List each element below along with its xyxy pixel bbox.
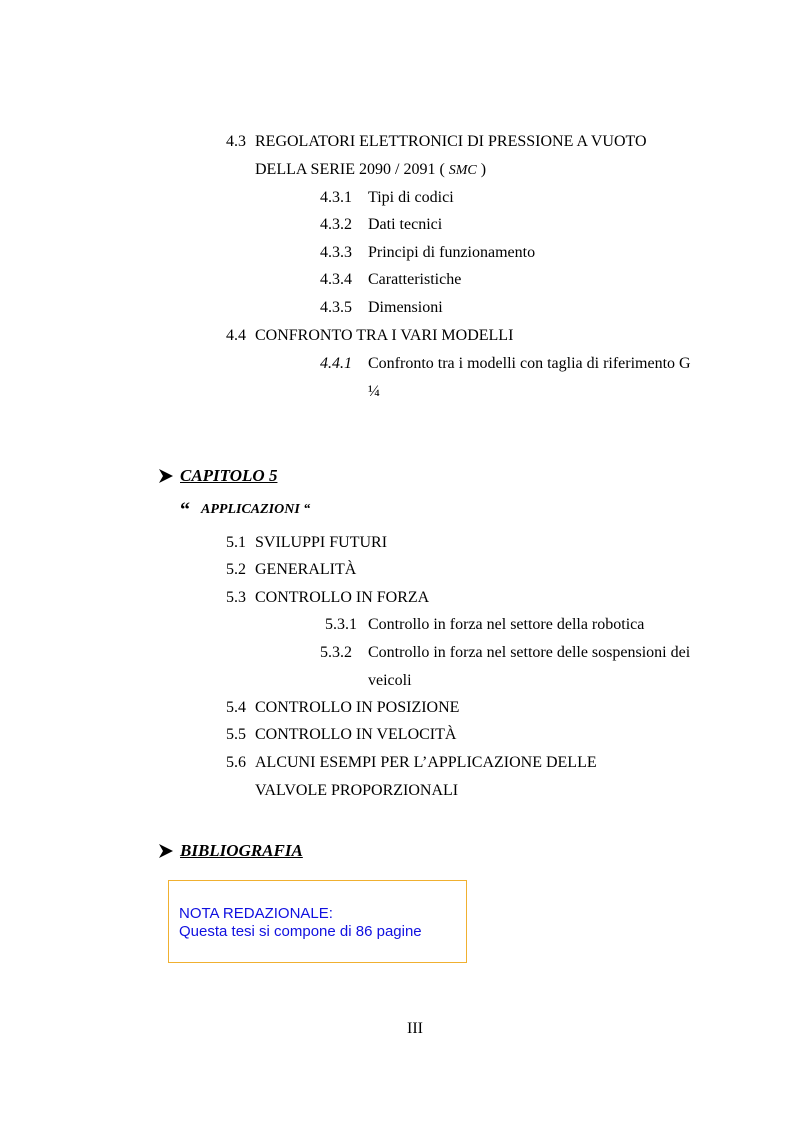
chapter-title[interactable]: CAPITOLO 5	[180, 466, 278, 485]
subsection-title: Caratteristiche	[368, 271, 462, 288]
section-title: CONFRONTO TRA I VARI MODELLI	[255, 327, 514, 344]
note-heading: NOTA REDAZIONALE:	[179, 905, 333, 922]
subsection-title-continued: veicoli	[368, 672, 412, 689]
section-number: 5.5	[226, 726, 246, 743]
note-text: Questa tesi si compone di 86 pagine	[179, 923, 422, 940]
subsection-number: 4.3.4	[320, 271, 352, 288]
chapter-subtitle: APPLICAZIONI “	[201, 502, 311, 517]
arrow-bullet-icon	[158, 468, 174, 484]
subsection-title: Controllo in forza nel settore delle sospensioni dei	[368, 644, 691, 661]
section-title: CONTROLLO IN POSIZIONE	[255, 699, 460, 716]
section-title: GENERALITÀ	[255, 561, 357, 578]
section-title: CONTROLLO IN FORZA	[255, 589, 430, 606]
quote-open: “	[180, 499, 190, 521]
page-number: III	[407, 1020, 423, 1037]
subsection-number: 4.3.5	[320, 299, 352, 316]
subsection-title-continued: ¼	[368, 383, 380, 400]
section-title: REGOLATORI ELETTRONICI DI PRESSIONE A VUOTO	[255, 133, 647, 150]
subsection-title: Principi di funzionamento	[368, 244, 536, 261]
section-number: 5.3	[226, 589, 246, 606]
subsection-number: 4.3.1	[320, 189, 352, 206]
subsection-number: 5.3.1	[325, 616, 357, 633]
subsection-number: 4.4.1	[320, 355, 352, 372]
arrow-bullet-icon	[158, 843, 174, 859]
section-number: 5.4	[226, 699, 246, 716]
section-number: 5.1	[226, 534, 246, 551]
brand-label: SMC	[448, 163, 477, 178]
section-number: 4.4	[226, 327, 246, 344]
section-title: ALCUNI ESEMPI PER L’APPLICAZIONE DELLE	[255, 754, 597, 771]
section-title-continued: DELLA SERIE 2090 / 2091 ( SMC )	[255, 161, 487, 178]
subsection-number: 5.3.2	[320, 644, 352, 661]
subsection-number: 4.3.3	[320, 244, 352, 261]
section-title-continued: VALVOLE PROPORZIONALI	[255, 782, 459, 799]
subsection-title: Tipi di codici	[368, 189, 454, 206]
bibliography-title[interactable]: BIBLIOGRAFIA	[180, 841, 303, 860]
section-number: 5.2	[226, 561, 246, 578]
subsection-title: Confronto tra i modelli con taglia di riferimento G	[368, 355, 691, 372]
section-title: CONTROLLO IN VELOCITÀ	[255, 726, 457, 743]
editorial-note-box	[168, 880, 467, 963]
section-title: SVILUPPI FUTURI	[255, 534, 388, 551]
subsection-title: Dati tecnici	[368, 216, 443, 233]
subsection-title: Controllo in forza nel settore della robotica	[368, 616, 645, 633]
section-number: 5.6	[226, 754, 246, 771]
subsection-title: Dimensioni	[368, 299, 443, 316]
subsection-number: 4.3.2	[320, 216, 352, 233]
section-number: 4.3	[226, 133, 246, 150]
